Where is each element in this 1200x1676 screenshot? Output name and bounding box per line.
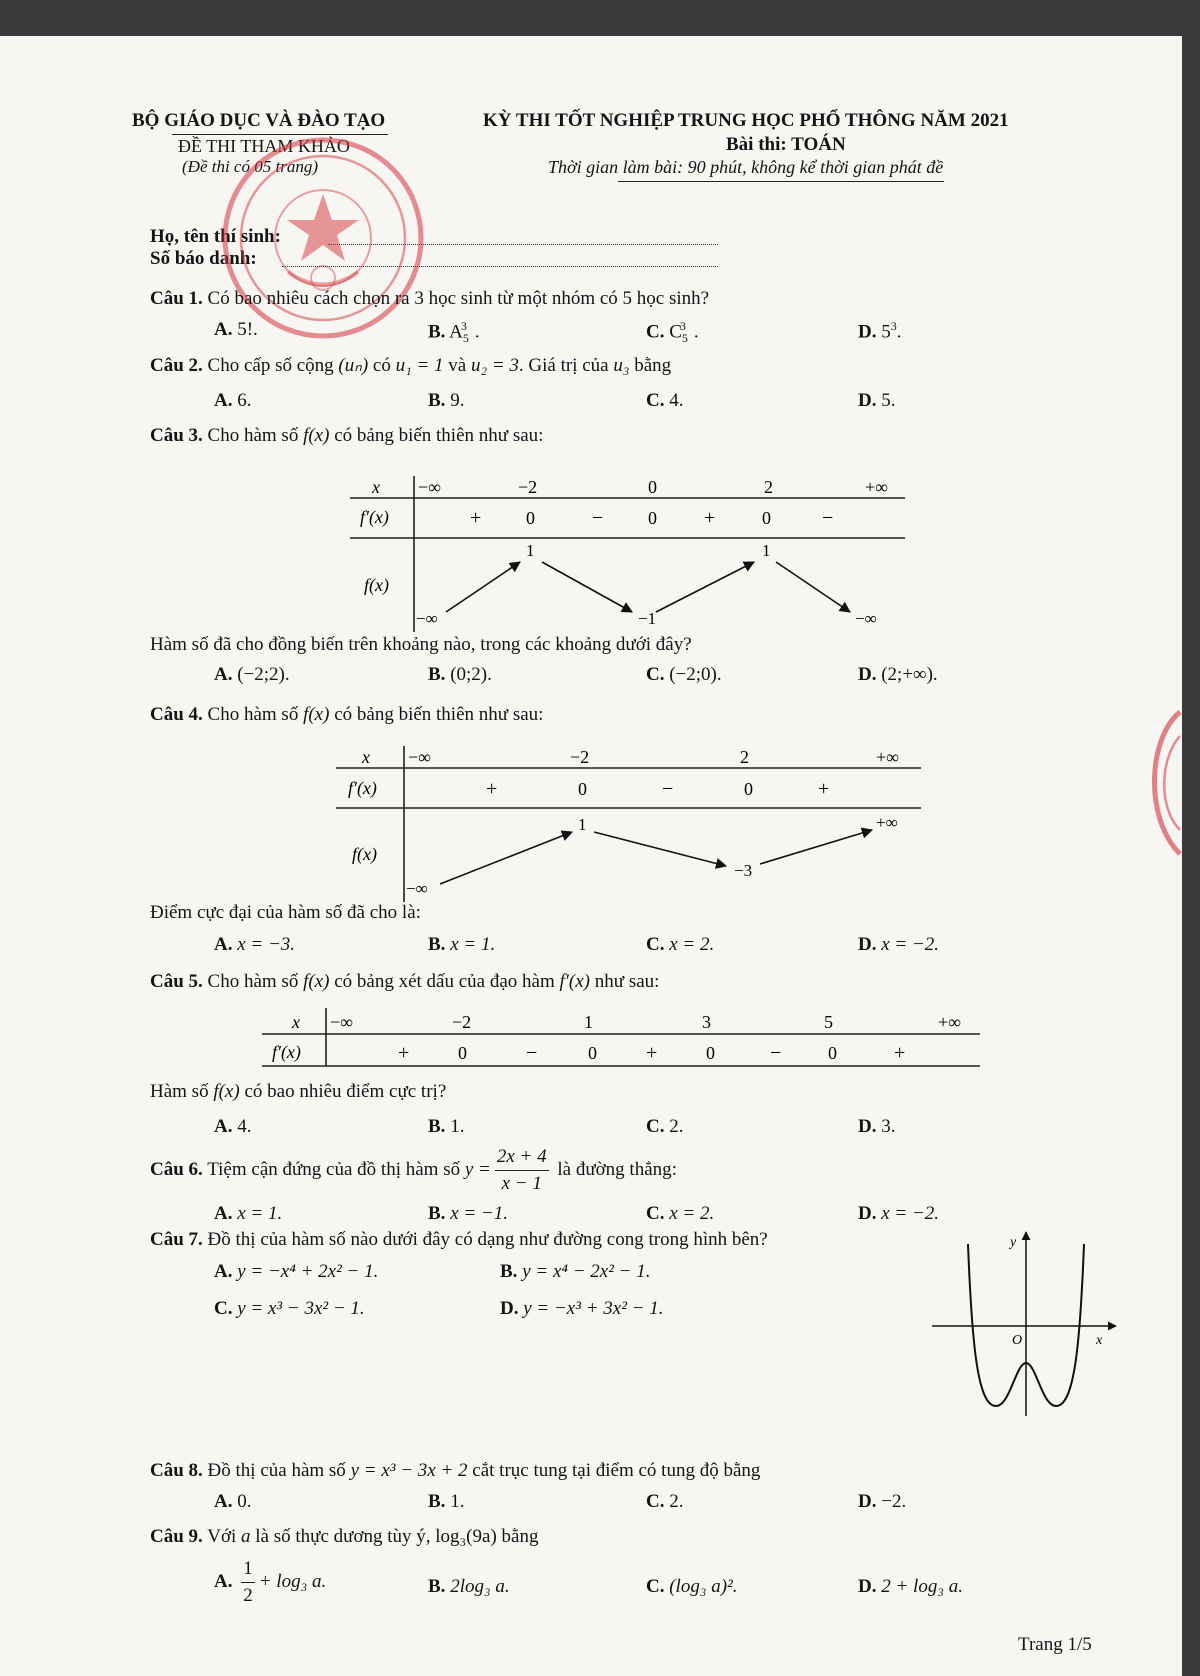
t3-sign-1: 0 [526, 508, 535, 528]
q6-option-b[interactable]: B. x = −1. [428, 1203, 509, 1224]
pages-note: (Đề thi có 05 trang) [182, 157, 318, 176]
t5-sign-2: − [526, 1042, 538, 1064]
q8-option-d[interactable]: D. −2. [858, 1491, 907, 1512]
q9-option-d[interactable]: D. 2 + log₃ a. [858, 1576, 963, 1597]
t3-sign-2: − [592, 507, 604, 529]
q5-option-b[interactable]: B. 1. [428, 1116, 465, 1137]
t3-x-4: +∞ [865, 477, 888, 497]
t4-sign-3: 0 [744, 779, 753, 799]
q6-option-c[interactable]: C. x = 2. [646, 1203, 715, 1224]
variation-table-q4 [336, 744, 926, 904]
t4-f-1: +∞ [876, 813, 898, 832]
q8-option-b[interactable]: B. 1. [428, 1491, 465, 1512]
candidate-name-label: Họ, tên thí sinh: [150, 226, 281, 247]
q7-option-a[interactable]: A. y = −x⁴ + 2x² − 1. [214, 1261, 379, 1282]
t3-f-2: −∞ [416, 609, 438, 628]
t3-x-label: x [372, 477, 380, 497]
q8-option-a[interactable]: A. 0. [214, 1491, 252, 1512]
t5-sign-4: + [646, 1042, 658, 1064]
t4-sign-1: 0 [578, 779, 587, 799]
t5-x-1: −2 [452, 1012, 472, 1032]
q3-option-d[interactable]: D. (2;+∞). [858, 664, 938, 685]
t5-x-4: 5 [824, 1012, 833, 1032]
graph-x-label: x [1096, 1333, 1103, 1348]
t3-arrow-2 [542, 562, 632, 612]
t4-sign-4: + [818, 778, 830, 800]
t3-sign-5: 0 [762, 508, 771, 528]
question-3-prompt: Hàm số đã cho đồng biến trên khoảng nào, trong các khoảng dưới đây? [150, 634, 692, 655]
t4-x-2: 2 [740, 747, 749, 767]
t3-sign-3: 0 [648, 508, 657, 528]
variation-table-q3 [350, 474, 910, 634]
t3-f-0: 1 [526, 541, 535, 560]
question-1: Câu 1. Có bao nhiêu cách chọn ra 3 học sinh từ một nhóm có 5 học sinh? [150, 288, 710, 309]
q9-option-b[interactable]: B. 2log₃ a. [428, 1576, 510, 1597]
t4-sign-2: − [662, 778, 674, 800]
q5-option-c[interactable]: C. 2. [646, 1116, 684, 1137]
t3-fp-label: f′(x) [360, 507, 389, 527]
t5-x-0: −∞ [330, 1012, 353, 1032]
t3-x-2: 0 [648, 477, 657, 497]
t4-x-3: +∞ [876, 747, 899, 767]
question-6: Câu 6. Tiệm cận đứng của đồ thị hàm số y = $\frac{2x + 4}{x - 1}$ là đường thẳng: [150, 1146, 677, 1194]
graph-q7 [930, 1228, 1120, 1418]
ministry-name: BỘ GIÁO DỤC VÀ ĐÀO TẠO [132, 110, 386, 131]
t3-f-1: 1 [762, 541, 771, 560]
q6-option-a[interactable]: A. x = 1. [214, 1203, 283, 1224]
t4-x-1: −2 [570, 747, 590, 767]
graph-y-label: y [1010, 1235, 1017, 1250]
t4-arrow-3 [760, 830, 872, 864]
t4-fp-label: f′(x) [348, 778, 377, 798]
t3-x-0: −∞ [418, 477, 441, 497]
question-3: Câu 3. Cho hàm số f(x) có bảng biến thiên như sau: [150, 425, 544, 446]
t3-arrow-4 [776, 562, 850, 612]
t4-x-0: −∞ [408, 747, 431, 767]
t4-f-2: −∞ [406, 879, 428, 898]
question-5: Câu 5. Cho hàm số f(x) có bảng xét dấu của đạo hàm f′(x) như sau: [150, 971, 660, 992]
t5-x-2: 1 [584, 1012, 593, 1032]
q3-option-c[interactable]: C. (−2;0). [646, 664, 722, 685]
exam-title: KỲ THI TỐT NGHIỆP TRUNG HỌC PHỔ THÔNG NĂM 2021 [483, 110, 1009, 131]
t3-arrow-3 [656, 562, 754, 612]
question-8: Câu 8. Đồ thị của hàm số y = x³ − 3x + 2 cắt trục tung tại điểm có tung độ bằng [150, 1460, 761, 1481]
t4-sign-0: + [486, 778, 498, 800]
q1-option-a[interactable]: A. 5!. [214, 319, 258, 340]
t5-fp-label: f′(x) [272, 1042, 301, 1062]
t3-f-3: −1 [638, 609, 657, 628]
t5-sign-3: 0 [588, 1043, 597, 1063]
q2-option-a[interactable]: A. 6. [214, 390, 252, 411]
q1-option-c[interactable]: C. $C_5^3$ . [646, 319, 699, 346]
t5-sign-8: + [894, 1042, 906, 1064]
question-9: Câu 9. Với a là số thực dương tùy ý, log₃(9a) bằng [150, 1526, 539, 1547]
q2-option-d[interactable]: D. 5. [858, 390, 896, 411]
sign-table-q5 [262, 1006, 982, 1068]
q7-option-b[interactable]: B. y = x⁴ − 2x² − 1. [500, 1261, 651, 1282]
t5-sign-6: − [770, 1042, 782, 1064]
q7-option-c[interactable]: C. y = x³ − 3x² − 1. [214, 1298, 365, 1319]
q8-option-c[interactable]: C. 2. [646, 1491, 684, 1512]
question-5-prompt: Hàm số f(x) có bao nhiêu điểm cực trị? [150, 1081, 447, 1102]
t4-arrow-1 [440, 832, 572, 884]
q4-option-a[interactable]: A. x = −3. [214, 934, 296, 955]
question-2: Câu 2. Cho cấp số cộng (uₙ) có u₁ = 1 và u₂ = 3. Giá trị của u₃ bằng [150, 355, 672, 376]
t4-f-label: f(x) [352, 844, 377, 864]
q3-option-b[interactable]: B. (0;2). [428, 664, 492, 685]
q1-option-b[interactable]: B. $A_5^3$ . [428, 319, 480, 346]
t5-x-5: +∞ [938, 1012, 961, 1032]
q7-option-d[interactable]: D. y = −x³ + 3x² − 1. [500, 1298, 664, 1319]
t5-x-label: x [292, 1012, 300, 1032]
q4-option-b[interactable]: B. x = 1. [428, 934, 496, 955]
q4-option-c[interactable]: C. x = 2. [646, 934, 715, 955]
exam-type: ĐỀ THI THAM KHẢO [178, 136, 350, 156]
t3-x-1: −2 [518, 477, 538, 497]
official-seal [218, 132, 428, 344]
t4-x-label: x [362, 747, 370, 767]
q9-option-c[interactable]: C. (log₃ a)². [646, 1576, 738, 1597]
t3-x-3: 2 [764, 477, 773, 497]
t3-f-label: f(x) [364, 575, 389, 595]
page-number: Trang 1/5 [1018, 1634, 1092, 1655]
t4-f-0: 1 [578, 815, 587, 834]
t3-sign-4: + [704, 507, 716, 529]
q4-option-d[interactable]: D. x = −2. [858, 934, 940, 955]
time-underline [618, 181, 944, 182]
graph-origin-label: O [1012, 1333, 1023, 1348]
t3-sign-6: − [822, 507, 834, 529]
t4-arrow-2 [594, 832, 726, 866]
question-4-prompt: Điểm cực đại của hàm số đã cho là: [150, 902, 421, 923]
q1-option-d[interactable]: D. $5^3$. [858, 319, 902, 343]
exam-page [0, 36, 1182, 1676]
t3-arrow-1 [446, 562, 520, 612]
t4-f-3: −3 [734, 861, 753, 880]
q2-option-c[interactable]: C. 4. [646, 390, 684, 411]
t3-sign-0: + [470, 507, 482, 529]
q5-option-d[interactable]: D. 3. [858, 1116, 896, 1137]
t5-sign-1: 0 [458, 1043, 467, 1063]
edge-seal [1140, 708, 1182, 858]
t5-sign-5: 0 [706, 1043, 715, 1063]
time-note: Thời gian làm bài: 90 phút, không kể thời gian phát đề [548, 157, 944, 177]
exam-subject: Bài thi: TOÁN [726, 134, 846, 155]
q5-option-a[interactable]: A. 4. [214, 1116, 252, 1137]
q3-option-a[interactable]: A. (−2;2). [214, 664, 290, 685]
q6-option-d[interactable]: D. x = −2. [858, 1203, 940, 1224]
q9-option-a[interactable]: A. $\frac{1}{2}$ + log₃ a. [214, 1558, 327, 1606]
t5-sign-0: + [398, 1042, 410, 1064]
t5-x-3: 3 [702, 1012, 711, 1032]
t3-f-4: −∞ [855, 609, 877, 628]
q2-option-b[interactable]: B. 9. [428, 390, 465, 411]
t5-sign-7: 0 [828, 1043, 837, 1063]
question-7: Câu 7. Đồ thị của hàm số nào dưới đây có dạng như đường cong trong hình bên? [150, 1229, 768, 1250]
question-4: Câu 4. Cho hàm số f(x) có bảng biến thiên như sau: [150, 704, 544, 725]
candidate-id-label: Số báo danh: [150, 248, 257, 269]
